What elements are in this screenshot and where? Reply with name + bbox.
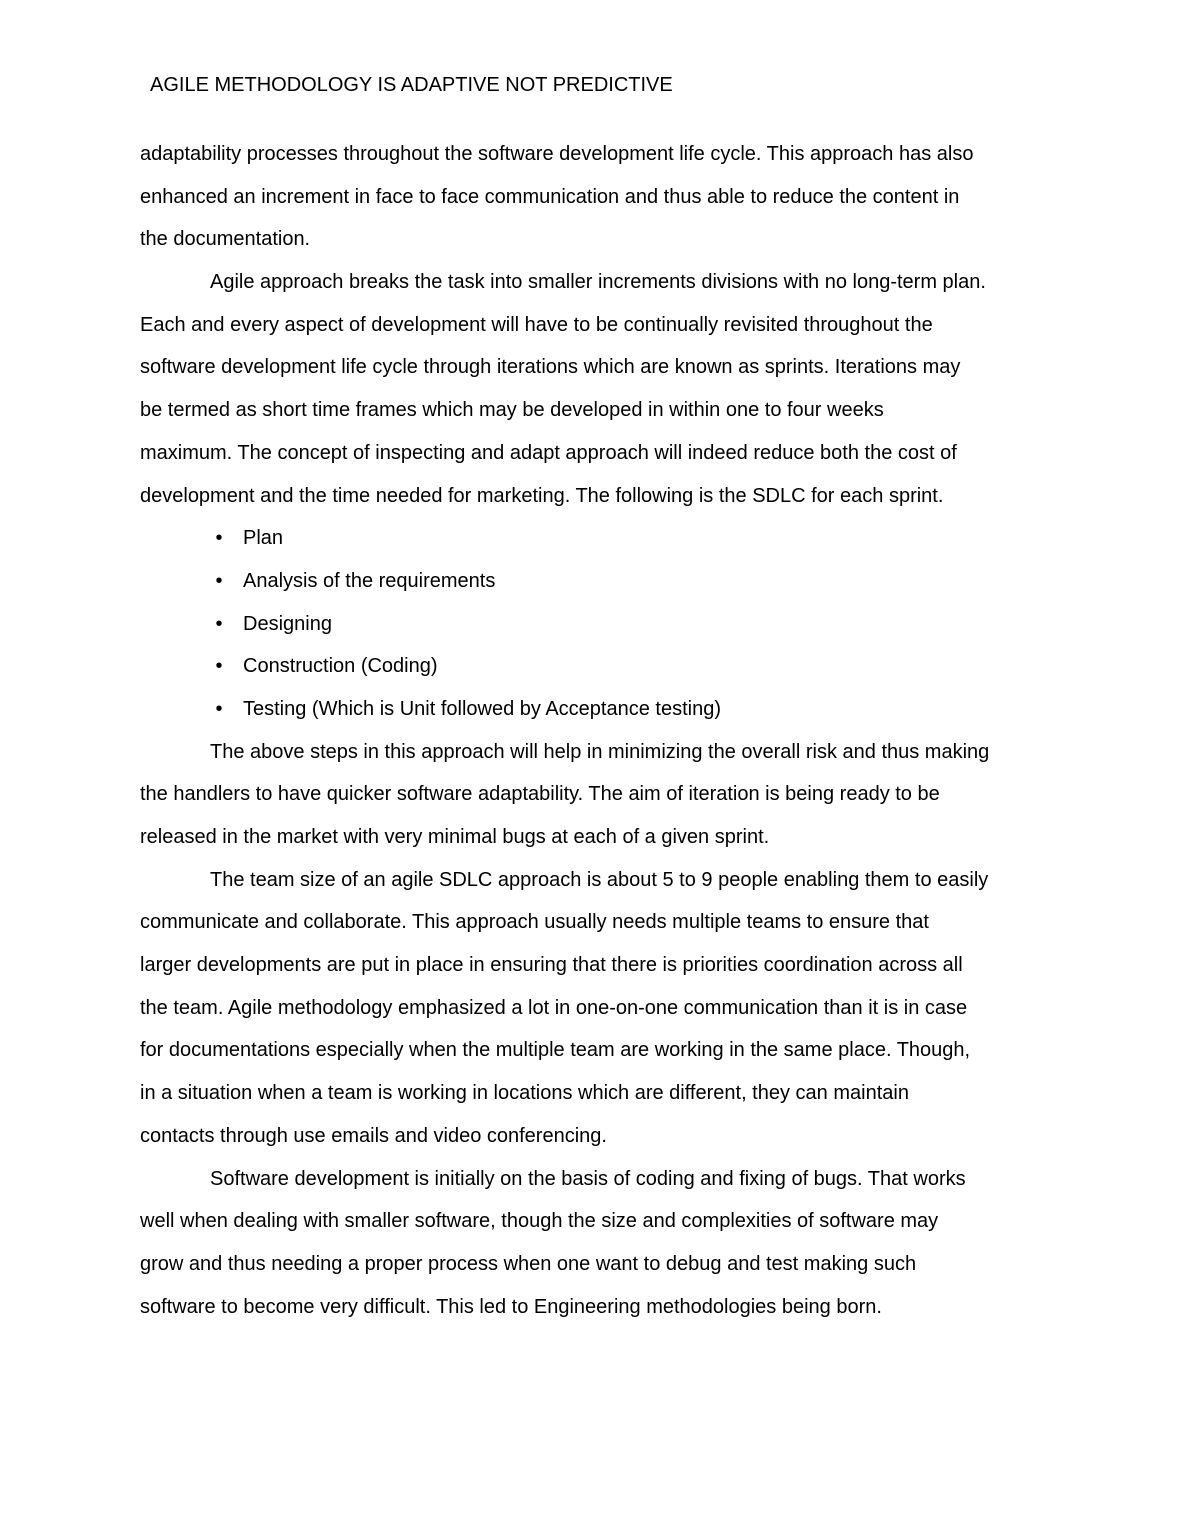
list-item-text: Analysis of the requirements (243, 569, 496, 592)
list-item-text: Construction (Coding) (243, 655, 438, 678)
paragraph-4-line: communicate and collaborate. This approach usually needs multiple teams to ensure that (140, 911, 929, 934)
paragraph-2-line: development and the time needed for marketing. The following is the SDLC for each sprint. (140, 484, 944, 507)
paragraph-4-line: in a situation when a team is working in locations which are different, they can maintain (140, 1082, 909, 1105)
paragraph-4-line: the team. Agile methodology emphasized a lot in one-on-one communication than it is in case (140, 996, 968, 1019)
paragraph-1-line: adaptability processes throughout the software development life cycle. This approach has also (140, 143, 974, 165)
paragraph-2-line: be termed as short time frames which may be developed in within one to four weeks (140, 399, 884, 422)
paragraph-1-line: the documentation. (140, 228, 311, 251)
paragraph-2-line: Agile approach breaks the task into smaller increments divisions with no long-term plan. (210, 271, 986, 294)
list-item-text: Testing (Which is Unit followed by Acceptance testing) (243, 697, 721, 720)
paragraph-2-line: Each and every aspect of development will have to be continually revisited throughout the (140, 313, 933, 336)
list-item-text: Designing (243, 612, 332, 635)
paragraph-4-line: larger developments are put in place in ensuring that there is priorities coordination across all (140, 954, 963, 977)
paragraph-5-line: well when dealing with smaller software, though the size and complexities of software may (140, 1210, 939, 1233)
bullet-icon: • (215, 527, 223, 550)
bullet-icon: • (215, 569, 223, 592)
bullet-icon: • (215, 612, 223, 635)
list-item (140, 645, 1055, 688)
paragraph-5-line: software to become very difficult. This led to Engineering methodologies being born. (140, 1295, 882, 1318)
list-item (140, 560, 1055, 603)
running-header: AGILE METHODOLOGY IS ADAPTIVE NOT PREDICTIVE (150, 74, 673, 96)
paragraph-3-line: the handlers to have quicker software adaptability. The aim of iteration is being ready to be (140, 783, 940, 806)
list-item (140, 688, 1055, 731)
paragraph-4-line: The team size of an agile SDLC approach is about 5 to 9 people enabling them to easily (210, 868, 989, 891)
paragraph-3-line: The above steps in this approach will help in minimizing the overall risk and thus making (210, 740, 990, 763)
paragraph-2-line: maximum. The concept of inspecting and adapt approach will indeed reduce both the cost of (140, 441, 957, 464)
paragraph-5-line: Software development is initially on the basis of coding and fixing of bugs. That works (210, 1167, 966, 1190)
paragraph-4-line: contacts through use emails and video conferencing. (140, 1124, 607, 1147)
list-item-text: Plan (243, 527, 284, 550)
paragraph-2-line: software development life cycle through iterations which are known as sprints. Iterations may (140, 356, 961, 379)
bullet-icon: • (215, 655, 223, 678)
paragraph-3-line: released in the market with very minimal bugs at each of a given sprint. (140, 826, 770, 848)
list-item (140, 603, 1055, 646)
bullet-icon: • (215, 697, 223, 720)
list-item (140, 517, 1055, 560)
paragraph-1-line: enhanced an increment in face to face communication and thus able to reduce the content in (140, 185, 960, 208)
paragraph-4-line: for documentations especially when the multiple team are working in the same place. Though, (140, 1039, 971, 1062)
document-body (140, 133, 1055, 1328)
paragraph-5-line: grow and thus needing a proper process when one want to debug and test making such (140, 1252, 917, 1275)
